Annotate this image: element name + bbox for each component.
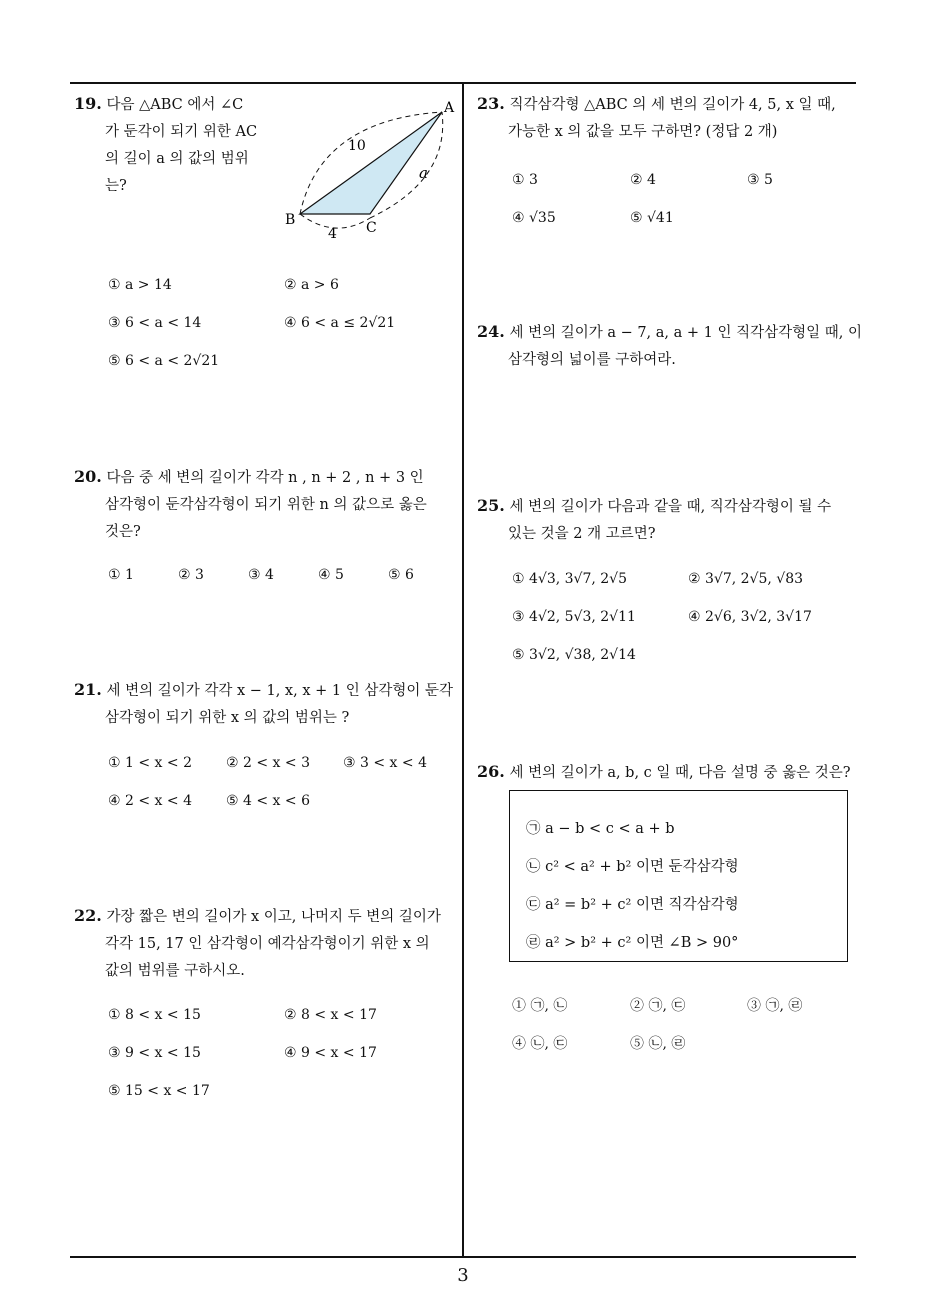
statement-2: ㉡ c² < a² + b² 이면 둔각삼각형	[526, 859, 739, 875]
option-3[interactable]: ③ 6 < a < 14	[108, 315, 202, 331]
option-1[interactable]: ① ㉠, ㉡	[512, 998, 568, 1014]
question-number: 19.	[74, 94, 102, 113]
statement-4: ㉣ a² > b² + c² 이면 ∠B > 90°	[526, 935, 739, 951]
statement-1: ㉠ a − b < c < a + b	[526, 821, 675, 837]
option-1[interactable]: ① a > 14	[108, 277, 172, 293]
option-5[interactable]: ⑤ 6	[388, 567, 414, 583]
option-4[interactable]: ④ √35	[512, 210, 556, 226]
question-text: 는?	[105, 178, 127, 194]
vertex-b-label: B	[285, 212, 296, 228]
question-number: 20.	[74, 467, 102, 486]
question-text: 가장 짧은 변의 길이가 x 이고, 나머지 두 변의 길이가	[106, 909, 441, 925]
question-20	[74, 463, 459, 546]
question-text: 세 변의 길이가 a − 7, a, a + 1 인 직각삼각형일 때, 이	[509, 325, 862, 341]
column-divider	[462, 82, 464, 1258]
vertex-a-label: A	[444, 100, 455, 116]
question-text: 세 변의 길이가 다음과 같을 때, 직각삼각형이 될 수	[509, 499, 832, 515]
option-3[interactable]: ③ 4	[248, 567, 274, 583]
option-5[interactable]: ⑤ 4 < x < 6	[226, 793, 310, 809]
question-26	[477, 758, 877, 787]
question-text: 값의 범위를 구하시오.	[105, 963, 245, 979]
question-number: 24.	[477, 322, 505, 341]
option-2[interactable]: ② a > 6	[284, 277, 339, 293]
question-text: 삼각형이 둔각삼각형이 되기 위한 n 의 값으로 옳은	[105, 497, 427, 513]
option-1[interactable]: ① 4√3, 3√7, 2√5	[512, 571, 628, 587]
side-bc-label: 4	[328, 226, 337, 242]
option-5[interactable]: ⑤ √41	[630, 210, 674, 226]
question-24	[477, 318, 862, 374]
triangle-figure	[280, 90, 460, 250]
question-23	[477, 90, 862, 146]
statement-3: ㉢ a² = b² + c² 이면 직각삼각형	[526, 897, 739, 913]
option-3[interactable]: ③ 9 < x < 15	[108, 1045, 201, 1061]
option-5[interactable]: ⑤ 3√2, √38, 2√14	[512, 647, 636, 663]
question-text: 각각 15, 17 인 삼각형이 예각삼각형이기 위한 x 의	[105, 936, 430, 952]
side-ab-label: 10	[348, 138, 366, 154]
page-number: 3	[457, 1265, 469, 1286]
option-4[interactable]: ④ 2√6, 3√2, 3√17	[688, 609, 812, 625]
option-4[interactable]: ④ 5	[318, 567, 344, 583]
question-number: 22.	[74, 906, 102, 925]
option-2[interactable]: ② 4	[630, 172, 656, 188]
option-3[interactable]: ③ ㉠, ㉣	[747, 998, 803, 1014]
option-4[interactable]: ④ 2 < x < 4	[108, 793, 192, 809]
question-text: 것은?	[105, 524, 141, 540]
question-text: 다음 중 세 변의 길이가 각각 n , n + 2 , n + 3 인	[106, 470, 424, 486]
question-text: 있는 것을 2 개 고르면?	[508, 526, 656, 542]
option-4[interactable]: ④ 9 < x < 17	[284, 1045, 377, 1061]
option-4[interactable]: ④ ㉡, ㉢	[512, 1036, 568, 1052]
option-5[interactable]: ⑤ 6 < a < 2√21	[108, 353, 220, 369]
option-2[interactable]: ② 3	[178, 567, 204, 583]
question-number: 23.	[477, 94, 505, 113]
question-text: 가능한 x 의 값을 모두 구하면? (정답 2 개)	[508, 124, 778, 140]
question-number: 21.	[74, 680, 102, 699]
option-5[interactable]: ⑤ 15 < x < 17	[108, 1083, 210, 1099]
question-text: 세 변의 길이가 a, b, c 일 때, 다음 설명 중 옳은 것은?	[509, 765, 851, 781]
question-text: 삼각형이 되기 위한 x 의 값의 범위는 ?	[105, 710, 350, 726]
question-21	[74, 676, 459, 732]
question-text: 의 길이 a 의 값의 범위	[105, 151, 249, 167]
option-1[interactable]: ① 3	[512, 172, 538, 188]
question-text: 삼각형의 넓이를 구하여라.	[508, 352, 676, 368]
side-ac-label: a	[419, 164, 428, 182]
option-2[interactable]: ② ㉠, ㉢	[630, 998, 686, 1014]
option-5[interactable]: ⑤ ㉡, ㉣	[630, 1036, 686, 1052]
option-1[interactable]: ① 1 < x < 2	[108, 755, 192, 771]
question-22	[74, 902, 459, 985]
question-text: 다음 △ABC 에서 ∠C	[106, 97, 244, 113]
option-1[interactable]: ① 8 < x < 15	[108, 1007, 201, 1023]
vertex-c-label: C	[366, 220, 377, 236]
question-number: 25.	[477, 496, 505, 515]
question-19	[74, 90, 274, 200]
option-3[interactable]: ③ 3 < x < 4	[343, 755, 427, 771]
question-text: 직각삼각형 △ABC 의 세 변의 길이가 4, 5, x 일 때,	[509, 97, 836, 113]
option-3[interactable]: ③ 5	[747, 172, 773, 188]
option-2[interactable]: ② 2 < x < 3	[226, 755, 310, 771]
statement-box	[509, 790, 848, 962]
question-number: 26.	[477, 762, 505, 781]
question-25	[477, 492, 862, 548]
question-text: 가 둔각이 되기 위한 AC	[105, 124, 258, 140]
option-2[interactable]: ② 8 < x < 17	[284, 1007, 377, 1023]
option-2[interactable]: ② 3√7, 2√5, √83	[688, 571, 804, 587]
option-3[interactable]: ③ 4√2, 5√3, 2√11	[512, 609, 636, 625]
option-1[interactable]: ① 1	[108, 567, 134, 583]
question-text: 세 변의 길이가 각각 x − 1, x, x + 1 인 삼각형이 둔각	[106, 683, 453, 699]
option-4[interactable]: ④ 6 < a ≤ 2√21	[284, 315, 396, 331]
